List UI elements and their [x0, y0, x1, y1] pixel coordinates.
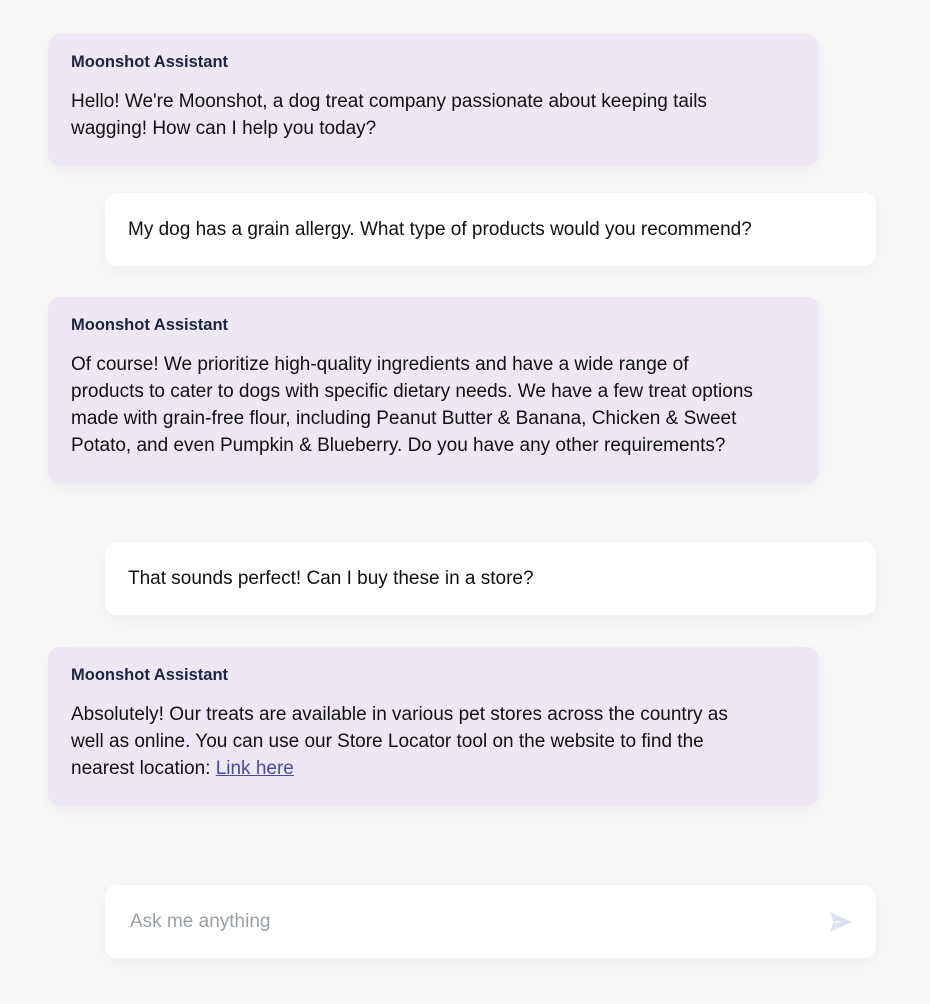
send-icon: [829, 911, 853, 933]
chat-input[interactable]: [128, 910, 828, 934]
assistant-message: [48, 34, 819, 166]
sender-name: Moonshot Assistant: [71, 666, 229, 684]
message-text: Absolutely! Our treats are available in various pet stores across the country as well as online. You can use our Store Locator tool on the website to find the nearest location:: [71, 704, 728, 779]
message-text: Of course! We prioritize high-quality ingredients and have a wide range of products to cater to dogs with specific dietary needs. We have a few treat options made with grain-free flour, including Peanut Butter & Banana, Chicken & Sweet Potato, and even Pumpkin & Blueberry. Do you have any other requirements?: [71, 354, 753, 456]
send-button[interactable]: [828, 909, 854, 935]
message-text: My dog has a grain allergy. What type of products would you recommend?: [128, 219, 752, 240]
assistant-message: [48, 297, 819, 483]
store-locator-link[interactable]: Link here: [215, 758, 294, 779]
message-composer: [105, 885, 876, 958]
user-message: [105, 542, 876, 615]
message-text: That sounds perfect! Can I buy these in a store?: [128, 568, 534, 589]
assistant-message: [48, 647, 819, 806]
message-text: Hello! We're Moonshot, a dog treat company passionate about keeping tails wagging! How can I help you today?: [71, 91, 707, 139]
user-message: [105, 193, 876, 266]
sender-name: Moonshot Assistant: [71, 316, 229, 334]
message-text-container: [71, 701, 763, 782]
sender-name: Moonshot Assistant: [71, 53, 229, 71]
